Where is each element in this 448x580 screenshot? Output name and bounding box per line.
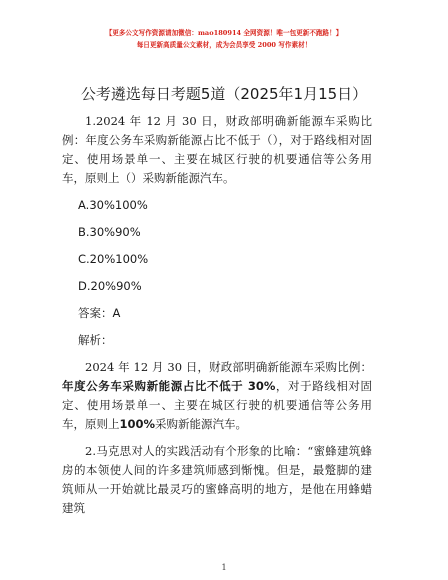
explanation-label: 解析： (78, 333, 113, 347)
explanation-highlight-1: 年度公务车采购新能源占比不低于 30% (62, 379, 276, 393)
question-1-option-b: B.30%90% (78, 225, 141, 239)
document-body (62, 112, 372, 526)
promo-banner (0, 28, 448, 50)
explanation-highlight-2: 100% (119, 417, 156, 431)
explanation-text-3: 采购新能源汽车。 (155, 417, 248, 431)
question-2-text: 2.马克思对人的实践活动有个形象的比喻：“蜜蜂建筑蜂房的本领使人间的许多建筑师感到惭愧。但是，最蹩脚的建筑师从一开始就比最灵巧的蜜蜂高明的地方，是他在用蜂蜡建筑 (62, 444, 372, 515)
document-title: 公考遴选每日考题5道（2025年1月15日） (80, 85, 368, 103)
explanation-text-1: 2024 年 12 月 30 日，财政部明确新能源车采购比例： (85, 360, 372, 374)
question-1-option-d: D.20%90% (78, 279, 142, 293)
promo-banner-line-1: 【更多公文写作资源请加微信：mao180914 全网资源！唯一包更新不跑路！】 (105, 29, 343, 37)
question-1-option-c: C.20%100% (78, 252, 149, 266)
answer-value: A (112, 306, 121, 320)
explanation-paragraph (62, 358, 372, 434)
page-number: 1 (221, 563, 227, 572)
answer-line (78, 304, 372, 323)
question-1-stem: 1.2024 年 12 月 30 日，财政部明确新能源车采购比例：年度公务车采购新能源占比不低于（），对于路线相对固定、使用场景单一、主要在城区行驶的机要通信等公务用车，原则上（）采购新能源汽车。 (62, 114, 372, 185)
answer-label: 答案： (78, 306, 113, 320)
question-1-option-a: A.30%100% (78, 198, 148, 212)
explanation-text-2: ，对于路线相对固定、使用场景单一、主要在城区行驶的机要通信等公务用车，原则上 (62, 379, 372, 431)
promo-banner-line-2: 每日更新高质量公文素材，成为会员享受 2000 写作素材！ (136, 41, 312, 49)
